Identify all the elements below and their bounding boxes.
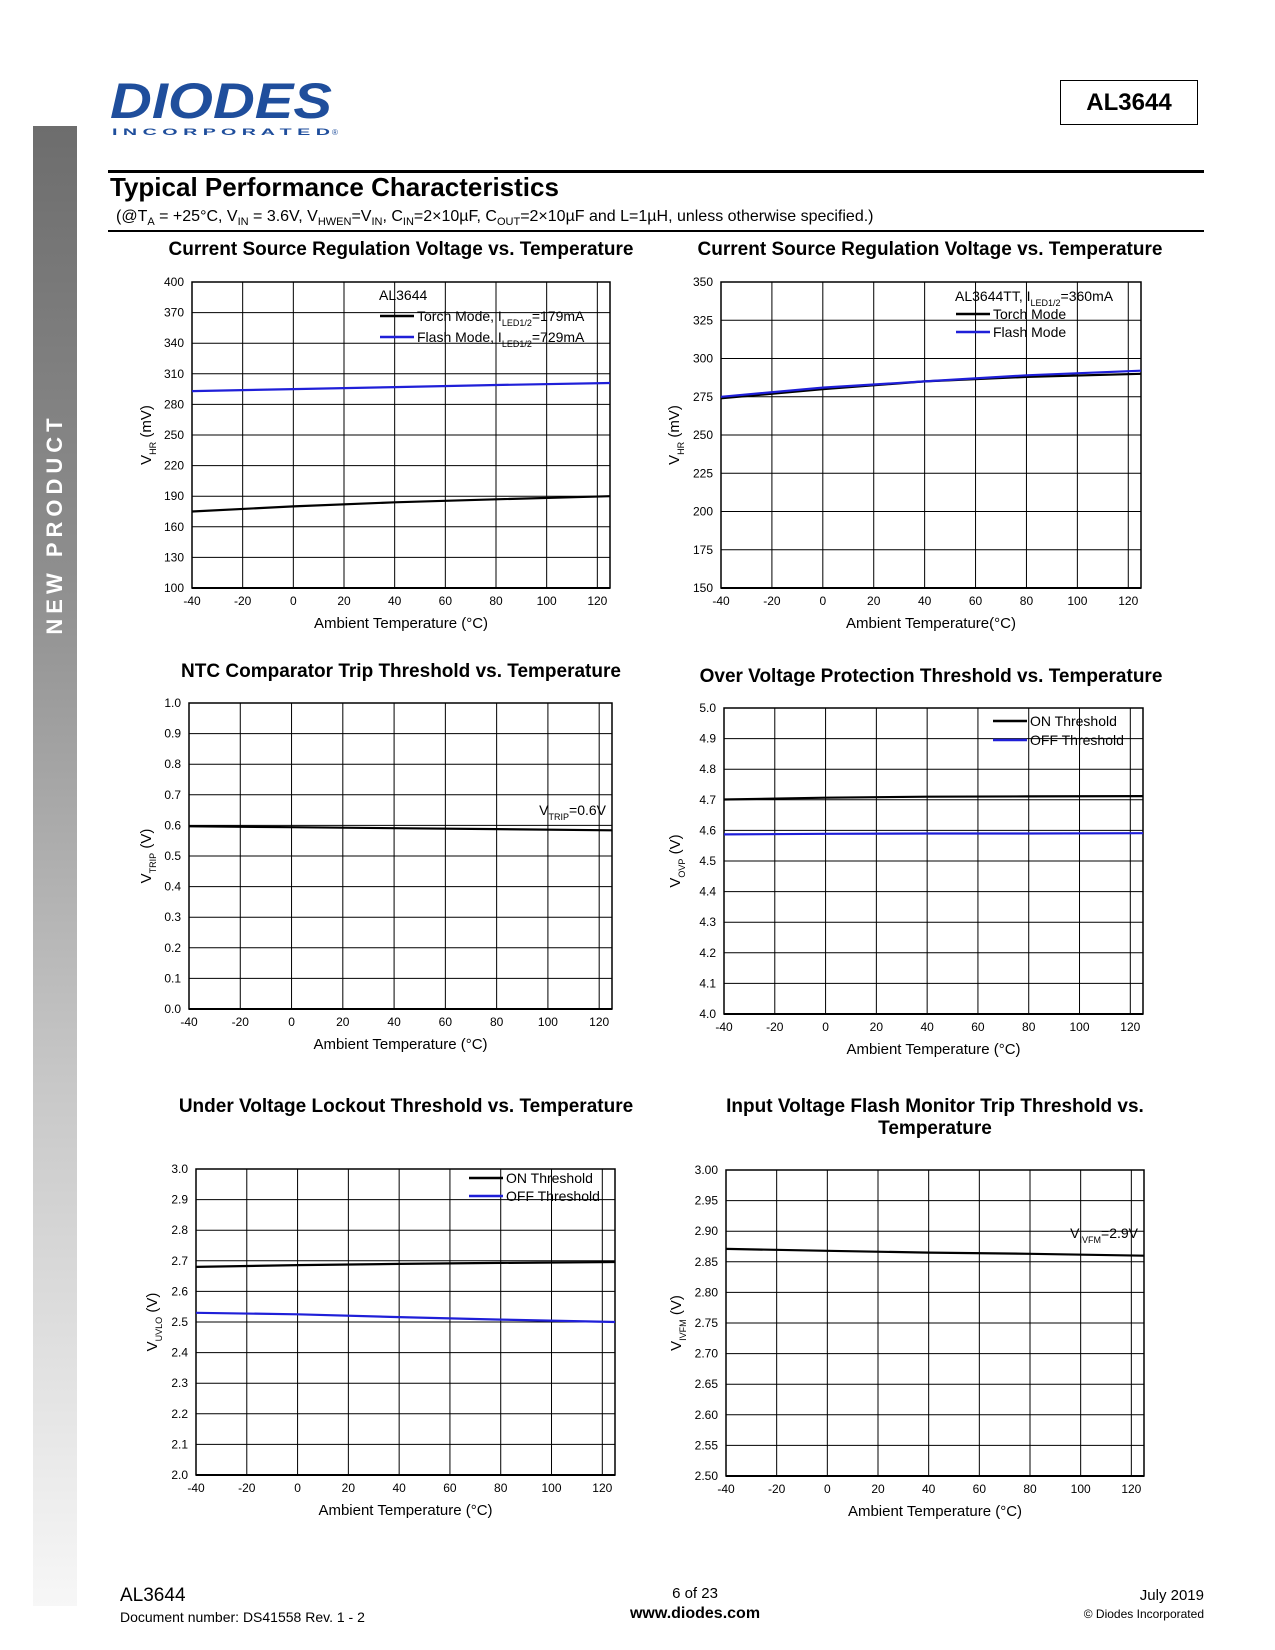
y-tick-label: 220 bbox=[163, 458, 184, 473]
y-axis-label-part-0: V bbox=[666, 454, 683, 465]
y-tick-label: 370 bbox=[163, 305, 184, 320]
y-tick-label: 4.6 bbox=[699, 823, 716, 838]
y-tick-label: 150 bbox=[692, 581, 713, 595]
y-tick-label: 0.7 bbox=[164, 787, 181, 802]
legend-title-part-1: LED1/2 bbox=[1030, 298, 1061, 308]
legend-title-part-0: AL3644TT, I bbox=[955, 288, 1031, 304]
x-tick-label: 0 bbox=[288, 1015, 295, 1029]
x-tick-label: 20 bbox=[341, 1481, 356, 1495]
x-tick-label: -40 bbox=[717, 1482, 735, 1496]
y-axis-label-part-0: V bbox=[668, 1340, 685, 1351]
y-tick-label: 4.1 bbox=[699, 976, 716, 991]
x-tick-label: -20 bbox=[238, 1481, 256, 1495]
y-tick-label: 2.9 bbox=[171, 1192, 188, 1207]
y-axis-label-part-2: (V) bbox=[138, 828, 155, 853]
y-tick-label: 2.60 bbox=[694, 1407, 718, 1422]
footer-website-link[interactable]: www.diodes.com bbox=[629, 1605, 761, 1622]
x-tick-label: 0 bbox=[819, 594, 827, 608]
y-tick-label: 2.2 bbox=[171, 1406, 188, 1421]
y-axis-label-part-0: V bbox=[144, 1341, 161, 1352]
series-line bbox=[721, 374, 1141, 399]
logo-wordmark: DIODES bbox=[110, 80, 332, 129]
y-axis-label-part-1: UVLO bbox=[154, 1316, 164, 1342]
x-tick-label: -20 bbox=[233, 594, 252, 608]
y-axis-label-part-2: (mV) bbox=[138, 405, 155, 442]
chart-title: Over Voltage Protection Threshold vs. Temperature bbox=[699, 666, 1163, 687]
x-tick-label: 120 bbox=[589, 1015, 610, 1029]
footer-copyright: © Diodes Incorporated bbox=[1083, 1607, 1204, 1621]
logo-subtitle: I N C O R P O R A T E D bbox=[112, 127, 332, 137]
x-tick-label: 60 bbox=[972, 1482, 987, 1496]
y-tick-label: 2.8 bbox=[171, 1223, 188, 1238]
y-tick-label: 100 bbox=[163, 581, 184, 595]
y-tick-label: 0.2 bbox=[164, 940, 181, 955]
y-tick-label: 0.6 bbox=[164, 818, 181, 833]
y-tick-label: 175 bbox=[692, 542, 713, 557]
x-tick-label: 60 bbox=[438, 594, 453, 608]
x-axis-label: Ambient Temperature (°C) bbox=[318, 1502, 493, 1519]
x-tick-label: 80 bbox=[489, 594, 503, 608]
y-tick-label: 2.7 bbox=[171, 1253, 188, 1268]
y-tick-label: 250 bbox=[692, 428, 713, 442]
y-tick-label: 400 bbox=[163, 275, 184, 289]
x-tick-label: 80 bbox=[494, 1481, 508, 1495]
y-tick-label: 275 bbox=[692, 389, 713, 404]
part-number: AL3644 bbox=[1086, 88, 1172, 116]
series-line bbox=[192, 383, 610, 391]
x-tick-label: -40 bbox=[715, 1020, 733, 1034]
chart-title: Input Voltage Flash Monitor Trip Threshold vs. bbox=[726, 1096, 1144, 1117]
x-tick-label: 100 bbox=[541, 1481, 562, 1495]
y-tick-label: 4.7 bbox=[699, 792, 716, 807]
chart-title: Current Source Regulation Voltage vs. Temperature bbox=[697, 239, 1163, 260]
y-tick-label: 4.8 bbox=[699, 762, 716, 777]
series-line bbox=[726, 1249, 1144, 1256]
x-tick-label: 40 bbox=[392, 1481, 406, 1495]
x-tick-label: 0 bbox=[822, 1020, 829, 1034]
y-axis-label bbox=[138, 829, 158, 884]
chart-c4 bbox=[667, 666, 1162, 1058]
y-tick-label: 2.4 bbox=[171, 1345, 188, 1360]
annotation-label-part-0: V bbox=[539, 802, 549, 818]
footer-date: July 2019 bbox=[1139, 1587, 1204, 1604]
y-axis-label-part-0: V bbox=[667, 877, 684, 888]
y-axis-label-part-2: (mV) bbox=[666, 405, 683, 442]
y-tick-label: 2.5 bbox=[171, 1315, 188, 1329]
legend-title-part-0: AL3644 bbox=[379, 287, 428, 303]
chart-c3 bbox=[138, 661, 621, 1053]
legend-entry-part-2: =179mA bbox=[531, 308, 585, 324]
legend-entry bbox=[417, 308, 585, 328]
x-tick-label: 120 bbox=[587, 594, 608, 608]
legend-entry bbox=[417, 329, 585, 349]
logo-registered-mark: ® bbox=[332, 128, 338, 137]
legend-entry bbox=[993, 324, 1066, 340]
y-tick-label: 310 bbox=[163, 366, 184, 381]
x-tick-label: 0 bbox=[294, 1481, 301, 1495]
y-axis-label-part-1: IVFM bbox=[678, 1319, 688, 1341]
footer-doc-number: Document number: DS41558 Rev. 1 - 2 bbox=[120, 1609, 365, 1625]
x-tick-label: 100 bbox=[1069, 1020, 1090, 1034]
y-tick-label: 4.2 bbox=[699, 945, 716, 960]
x-axis-label: Ambient Temperature(°C) bbox=[846, 615, 1016, 632]
annotation-label bbox=[539, 802, 606, 822]
y-tick-label: 0.5 bbox=[164, 849, 181, 863]
chart-c2 bbox=[666, 239, 1162, 632]
legend-title bbox=[379, 287, 427, 303]
annotation-label-part-1: TRIP bbox=[548, 812, 570, 822]
legend-entry bbox=[1030, 713, 1117, 729]
x-tick-label: 40 bbox=[917, 594, 932, 608]
y-tick-label: 4.9 bbox=[699, 731, 716, 746]
y-axis-label bbox=[144, 1293, 164, 1352]
legend-entry bbox=[506, 1188, 600, 1204]
x-tick-label: -20 bbox=[763, 594, 781, 608]
y-tick-label: 160 bbox=[163, 519, 184, 534]
y-axis-label-part-1: TRIP bbox=[148, 852, 158, 874]
legend-entry-part-2: =729mA bbox=[531, 329, 585, 345]
y-tick-label: 300 bbox=[692, 351, 713, 366]
y-tick-label: 2.80 bbox=[694, 1285, 718, 1300]
x-tick-label: 60 bbox=[443, 1481, 457, 1495]
y-tick-label: 2.70 bbox=[694, 1346, 718, 1361]
y-tick-label: 2.75 bbox=[694, 1316, 718, 1330]
x-tick-label: -40 bbox=[712, 594, 730, 608]
legend-entry-part-1: LED1/2 bbox=[501, 339, 532, 349]
x-axis-label: Ambient Temperature (°C) bbox=[847, 1503, 1023, 1520]
x-tick-label: -40 bbox=[187, 1481, 205, 1495]
y-tick-label: 0.3 bbox=[164, 910, 181, 925]
annotation-label-part-0: V bbox=[1070, 1225, 1080, 1241]
y-axis-label-part-2: (V) bbox=[667, 834, 684, 859]
y-tick-label: 1.0 bbox=[164, 696, 181, 710]
legend-entry-part-0: ON Threshold bbox=[1030, 713, 1117, 729]
section-title: Typical Performance Characteristics bbox=[110, 172, 559, 202]
legend-title-part-2: =360mA bbox=[1060, 288, 1114, 304]
x-tick-label: 120 bbox=[1121, 1482, 1142, 1496]
legend-entry bbox=[1030, 732, 1124, 748]
x-axis-label: Ambient Temperature (°C) bbox=[313, 615, 489, 632]
x-tick-label: 100 bbox=[1067, 594, 1088, 608]
y-tick-label: 0.8 bbox=[164, 757, 181, 772]
y-tick-label: 5.0 bbox=[699, 701, 716, 715]
x-tick-label: -40 bbox=[183, 594, 201, 608]
y-axis-label-part-0: V bbox=[138, 873, 155, 884]
y-axis-label bbox=[668, 1295, 688, 1351]
legend-entry bbox=[506, 1170, 593, 1186]
y-tick-label: 0.4 bbox=[164, 879, 181, 894]
chart-title: Temperature bbox=[878, 1118, 992, 1139]
footer-page-number: 6 of 23 bbox=[672, 1585, 718, 1602]
legend-title bbox=[955, 288, 1114, 308]
chart-title: Current Source Regulation Voltage vs. Temperature bbox=[168, 239, 634, 260]
x-tick-label: 120 bbox=[1118, 594, 1139, 608]
series-line bbox=[189, 826, 612, 830]
y-tick-label: 2.55 bbox=[694, 1438, 718, 1453]
y-tick-label: 190 bbox=[163, 489, 184, 504]
legend-entry bbox=[993, 306, 1066, 322]
x-tick-label: -40 bbox=[180, 1015, 198, 1029]
legend-entry-part-0: Flash Mode, I bbox=[417, 329, 502, 345]
series-line bbox=[196, 1262, 615, 1267]
y-tick-label: 4.0 bbox=[699, 1007, 716, 1021]
x-tick-label: 40 bbox=[920, 1020, 934, 1034]
y-tick-label: 2.0 bbox=[171, 1468, 188, 1482]
legend-entry-part-0: OFF Threshold bbox=[506, 1188, 600, 1204]
x-tick-label: 0 bbox=[823, 1482, 831, 1496]
x-tick-label: 40 bbox=[387, 1015, 401, 1029]
x-tick-label: 100 bbox=[1070, 1482, 1091, 1496]
legend-entry-part-0: ON Threshold bbox=[506, 1170, 593, 1186]
chart-c5 bbox=[144, 1096, 633, 1519]
x-tick-label: 0 bbox=[289, 594, 297, 608]
annotation-label-part-2: =2.9V bbox=[1101, 1225, 1138, 1241]
annotation-label-part-2: =0.6V bbox=[569, 802, 606, 818]
y-tick-label: 2.3 bbox=[171, 1376, 188, 1391]
footer-part-number: AL3644 bbox=[120, 1585, 186, 1606]
side-label: NEW PRODUCT bbox=[42, 413, 67, 635]
series-line bbox=[192, 496, 610, 511]
x-axis-label: Ambient Temperature (°C) bbox=[846, 1041, 1021, 1058]
y-tick-label: 340 bbox=[163, 336, 184, 351]
legend-entry-part-0: Flash Mode bbox=[993, 324, 1067, 340]
legend-entry-part-0: Torch Mode bbox=[993, 306, 1067, 322]
y-tick-label: 0.1 bbox=[164, 971, 181, 986]
chart-title: NTC Comparator Trip Threshold vs. Temperature bbox=[181, 661, 621, 682]
y-tick-label: 0.9 bbox=[164, 726, 181, 741]
x-tick-label: 80 bbox=[1019, 594, 1034, 608]
y-tick-label: 2.95 bbox=[694, 1193, 718, 1208]
y-axis-label-part-1: HR bbox=[148, 441, 158, 455]
x-tick-label: 60 bbox=[438, 1015, 453, 1029]
y-tick-label: 2.85 bbox=[694, 1254, 718, 1269]
x-axis-label: Ambient Temperature (°C) bbox=[313, 1036, 488, 1053]
x-tick-label: 20 bbox=[871, 1482, 885, 1496]
y-axis-label-part-1: HR bbox=[676, 441, 686, 455]
chart-c6 bbox=[668, 1096, 1144, 1520]
x-tick-label: 80 bbox=[1023, 1482, 1037, 1496]
legend-entry-part-0: Torch Mode, I bbox=[417, 308, 502, 324]
x-tick-label: 100 bbox=[536, 594, 557, 608]
y-tick-label: 2.1 bbox=[171, 1437, 188, 1452]
y-axis-label-part-2: (V) bbox=[144, 1292, 161, 1317]
y-axis-label-part-2: (V) bbox=[668, 1295, 685, 1320]
x-tick-label: 80 bbox=[1022, 1020, 1036, 1034]
y-tick-label: 4.5 bbox=[699, 854, 716, 868]
y-tick-label: 225 bbox=[692, 466, 713, 481]
series-line bbox=[724, 833, 1143, 834]
x-tick-label: 100 bbox=[537, 1015, 558, 1029]
y-axis-label bbox=[138, 405, 158, 465]
legend-entry-part-0: OFF Threshold bbox=[1030, 732, 1124, 748]
y-tick-label: 250 bbox=[163, 428, 184, 442]
chart-c1 bbox=[138, 239, 633, 632]
x-tick-label: -20 bbox=[231, 1015, 249, 1029]
y-axis-label bbox=[666, 405, 686, 465]
y-tick-label: 2.6 bbox=[171, 1284, 188, 1299]
y-tick-label: 2.65 bbox=[694, 1377, 718, 1392]
legend-entry-part-1: LED1/2 bbox=[501, 318, 532, 328]
x-tick-label: 60 bbox=[968, 594, 983, 608]
x-tick-label: 80 bbox=[489, 1015, 504, 1029]
y-tick-label: 3.00 bbox=[694, 1163, 718, 1177]
y-tick-label: 130 bbox=[163, 550, 184, 565]
y-tick-label: 4.3 bbox=[699, 915, 716, 930]
y-tick-label: 3.0 bbox=[171, 1162, 188, 1176]
x-tick-label: 40 bbox=[921, 1482, 936, 1496]
y-tick-label: 325 bbox=[692, 313, 713, 328]
x-tick-label: 40 bbox=[387, 594, 402, 608]
y-tick-label: 200 bbox=[692, 504, 713, 519]
x-tick-label: 20 bbox=[337, 594, 351, 608]
y-tick-label: 2.90 bbox=[694, 1224, 718, 1239]
annotation-label-part-1: IVFM bbox=[1079, 1235, 1102, 1245]
x-tick-label: 120 bbox=[1120, 1020, 1141, 1034]
series-line bbox=[196, 1313, 615, 1322]
y-tick-label: 2.50 bbox=[694, 1469, 718, 1483]
test-conditions: ($@T_A = +25^\circ C$, $V_{IN} = 3.6V$, $V_{HWEN}=V_{IN}$, $C_{IN}=2\times 10\mu F$, $C_{OUT}=2\times 10\mu F$ and L=1µH, unless otherwise specified.) bbox=[116, 208, 874, 229]
series-line bbox=[724, 796, 1143, 799]
x-tick-label: 60 bbox=[971, 1020, 985, 1034]
x-tick-label: 120 bbox=[592, 1481, 613, 1495]
x-tick-label: -20 bbox=[767, 1482, 786, 1496]
x-tick-label: 20 bbox=[336, 1015, 350, 1029]
y-tick-label: 280 bbox=[163, 397, 184, 412]
y-axis-label bbox=[667, 834, 687, 887]
y-axis-label-part-0: V bbox=[138, 454, 155, 465]
y-tick-label: 0.0 bbox=[164, 1002, 181, 1016]
x-tick-label: 20 bbox=[869, 1020, 884, 1034]
y-axis-label-part-1: OVP bbox=[677, 858, 687, 878]
x-tick-label: 20 bbox=[867, 594, 881, 608]
y-tick-label: 4.4 bbox=[699, 884, 716, 899]
y-tick-label: 350 bbox=[692, 275, 713, 289]
chart-title: Under Voltage Lockout Threshold vs. Temperature bbox=[178, 1096, 634, 1117]
x-tick-label: -20 bbox=[766, 1020, 784, 1034]
